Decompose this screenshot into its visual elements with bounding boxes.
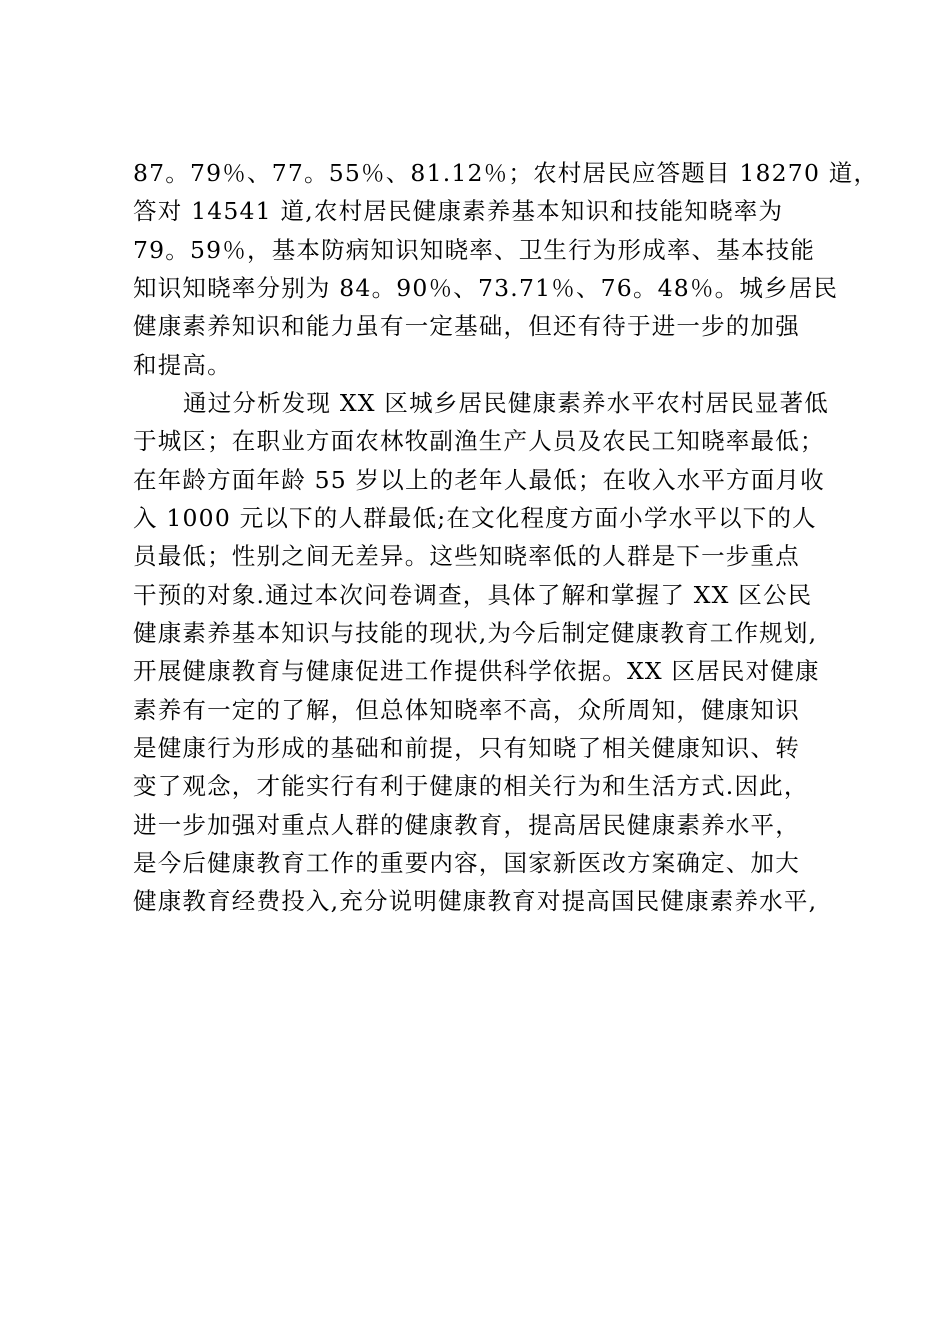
text-line: 答对 14541 道,农村居民健康素养基本知识和技能知晓率为	[133, 197, 784, 226]
text-line: 员最低；性别之间无差异。这些知晓率低的人群是下一步重点	[133, 542, 800, 571]
text-line: 干预的对象.通过本次问卷调查，具体了解和掌握了 XX 区公民	[133, 580, 813, 609]
text-line: 入 1000 元以下的人群最低;在文化程度方面小学水平以下的人	[133, 503, 817, 532]
text-line: 87。79％、77。55％、81.12％；农村居民应答题目 18270 道，	[133, 159, 879, 187]
text-line: 是今后健康教育工作的重要内容，国家新医改方案确定、加大	[133, 848, 800, 877]
text-line: 知识知晓率分别为 84。90％、73.71％、76。48％。城乡居民	[133, 273, 839, 302]
text-line: 开展健康教育与健康促进工作提供科学依据。XX 区居民对健康	[133, 657, 820, 686]
text-line: 是健康行为形成的基础和前提，只有知晓了相关健康知识、转	[133, 733, 800, 762]
text-line: 素养有一定的了解，但总体知晓率不高，众所周知，健康知识	[133, 695, 800, 724]
text-line: 健康教育经费投入,充分说明健康教育对提高国民健康素养水平,	[133, 887, 818, 916]
text-line: 变了观念，才能实行有利于健康的相关行为和生活方式.因此，	[133, 772, 809, 801]
text-line: 在年龄方面年龄 55 岁以上的老年人最低；在收入水平方面月收	[133, 465, 825, 494]
text-line: 79。59％，基本防病知识知晓率、卫生行为形成率、基本技能	[133, 235, 816, 264]
text-line: 健康素养知识和能力虽有一定基础，但还有待于进一步的加强	[133, 312, 800, 341]
text-line: 和提高。	[133, 350, 232, 379]
paragraph-2	[133, 384, 853, 921]
text-line: 进一步加强对重点人群的健康教育，提高居民健康素养水平，	[133, 810, 800, 839]
text-line: 健康素养基本知识与技能的现状,为今后制定健康教育工作规划,	[133, 618, 818, 647]
text-line: 通过分析发现 XX 区城乡居民健康素养水平农村居民显著低	[183, 388, 829, 417]
body-text	[133, 154, 879, 921]
paragraph-1	[133, 154, 879, 384]
text-line: 于城区；在职业方面农林牧副渔生产人员及农民工知晓率最低；	[133, 427, 825, 456]
